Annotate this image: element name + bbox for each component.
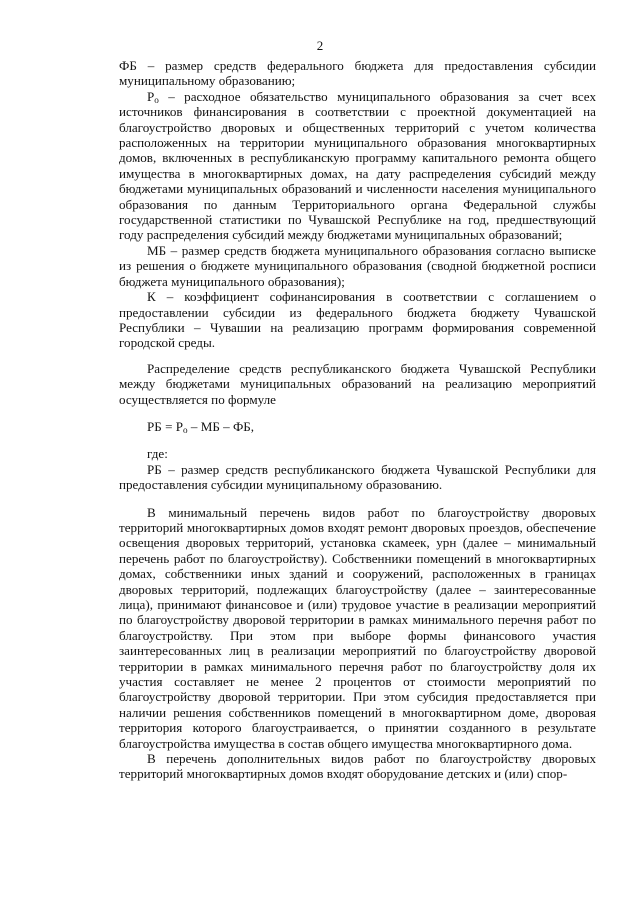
paragraph-mb-definition: МБ – размер средств бюджета муниципального образования согласно выписке из решения о бюджете муниципального образования (сводной бюджетной росписи бюджета муниципального образования); (119, 242, 596, 289)
ro-symbol: Р (147, 88, 155, 104)
paragraph-ro-definition (119, 89, 596, 243)
paragraph-additional-list: В перечень дополнительных видов работ по благоустройству дворовых территорий многоквартирных домов входят оборудование детских и (или) спор- (119, 751, 596, 782)
page-number: 2 (316, 38, 324, 53)
paragraph-distribution: Распределение средств республиканского бюджета Чувашской Республики между бюджетами муниципальных образований на реализацию мероприятий осуществляется по формуле (119, 360, 596, 407)
formula-lhs: РБ = Р (147, 418, 184, 434)
formula-rhs: – МБ – ФБ, (187, 418, 255, 434)
ro-definition-text: – расходное обязательство муниципального образования за счет всех источников финансирования в соответствии с проектной документацией на благоустройство дворовых и общественных территорий с учетом количества расположенных на территории муниципального образования многоквартирных домов, включенных в республиканскую программу капитального ремонта общего имущества в многоквартирных домах, на дату распределения субсидий между бюджетами муниципальных образований и численности населения муниципального образования по данным Территориального органа Федеральной службы государственной статистики по Чувашской Республике на год, предшествующий году распределения субсидий между бюджетами муниципальных образований; (119, 88, 596, 243)
ro-subscript: о (154, 94, 159, 105)
document-body (119, 58, 596, 782)
formula (119, 419, 596, 434)
formula-subscript: о (183, 424, 188, 435)
paragraph-rb-definition: РБ – размер средств республиканского бюджета Чувашской Республики для предоставления субсидии муниципальному образованию. (119, 461, 596, 493)
paragraph-k-definition: К – коэффициент софинансирования в соответствии с соглашением о предоставлении субсидии из федерального бюджета бюджету Чувашской Республики – Чувашии на реализацию программ формирования современной городской среды. (119, 289, 596, 351)
paragraph-where: где: (147, 446, 168, 462)
paragraph-minimal-list: В минимальный перечень видов работ по благоустройству дворовых территорий многоквартирных домов входят ремонт дворовых проездов, обеспечение освещения дворовых территорий, установка скамеек, урн (далее – минимальный перечень работ по благоустройству). Собственники помещений в многоквартирных домах, собственники иных зданий и сооружений, расположенных в границах дворовых территорий, подлежащих благоустройству (далее – заинтересованные лица), принимают финансовое и (или) трудовое участие в реализации мероприятий по благоустройству дворовой территории в рамках минимального перечня работ по благоустройству. При этом при выборе формы финансового участия заинтересованных лиц в реализации мероприятий по благоустройству дворовой территории в рамках минимального перечня работ по благоустройству доля их участия составляет не менее 2 процентов от стоимости мероприятий по благоустройству дворовой территории. При этом субсидия предоставляется при наличии решения собственников помещений в многоквартирном доме, дворовая территория которого благоустраивается, о принятии созданного в результате благоустройства имущества в состав общего имущества многоквартирного дома. (119, 504, 596, 751)
paragraph-fb-definition: ФБ – размер средств федерального бюджета для предоставления субсидии муниципальному образованию; (119, 58, 596, 89)
